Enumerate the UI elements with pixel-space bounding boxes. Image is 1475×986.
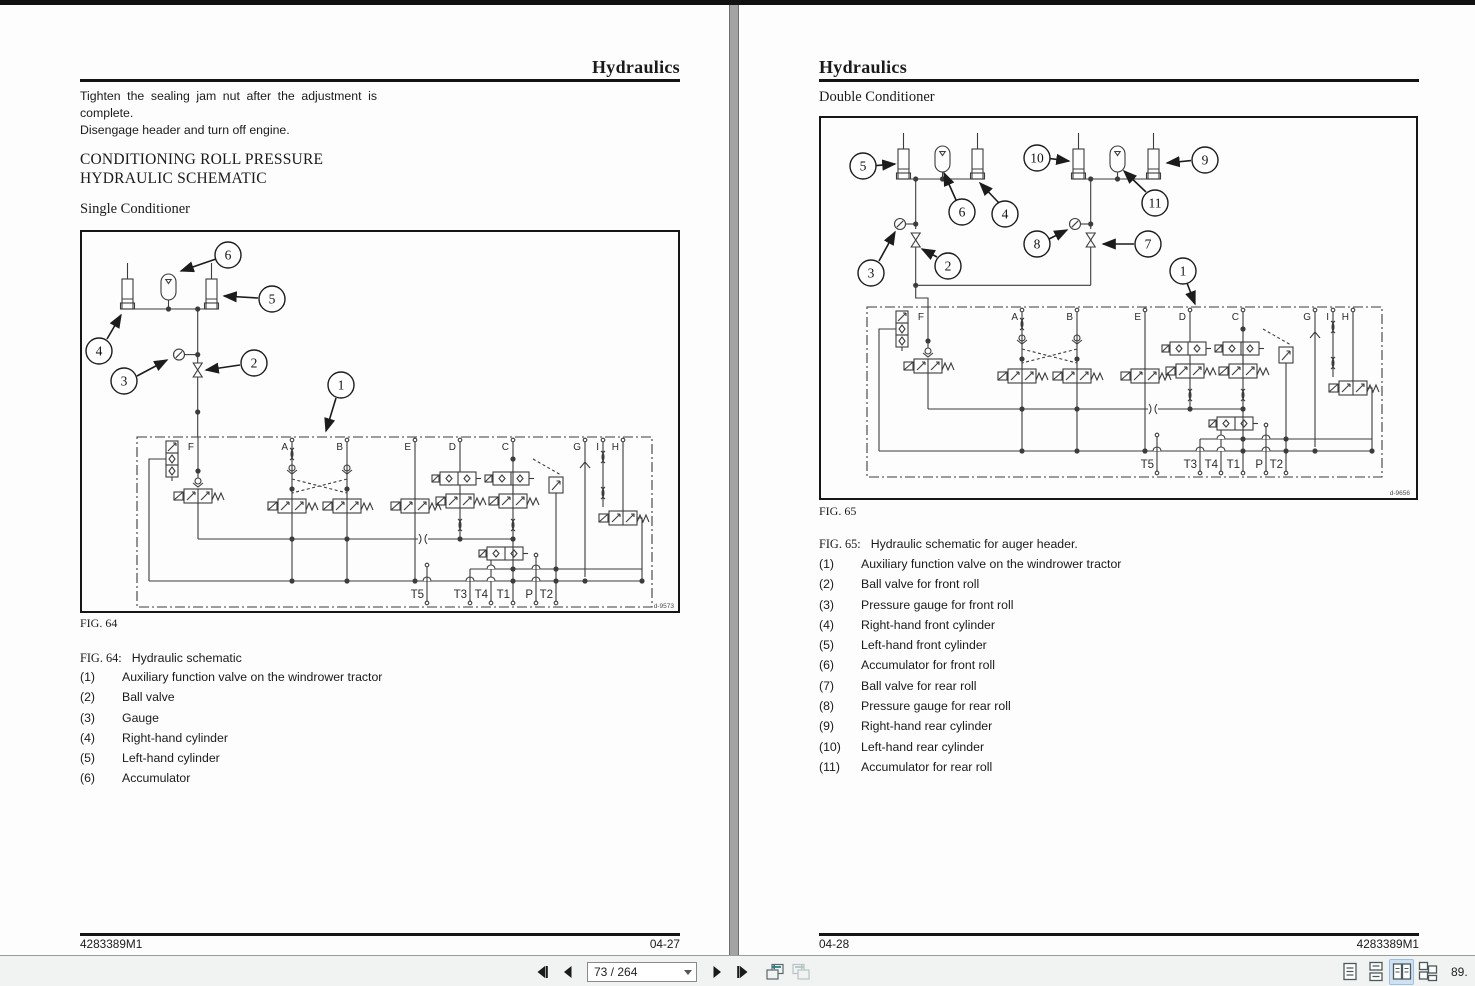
callout-11: [1142, 190, 1168, 216]
callout-8: [1024, 231, 1050, 257]
figure-caption-prefix: FIG. 64:: [80, 651, 122, 665]
svg-text:10: 10: [1030, 150, 1044, 166]
port-labels-bottom: [411, 589, 553, 601]
svg-text:B: B: [1066, 312, 1073, 323]
svg-text:G: G: [573, 442, 581, 453]
callout-1: [328, 372, 354, 398]
body-paragraph: Tighten the sealing jam nut after the adjustment is complete.: [80, 89, 377, 120]
legend-item: (9) Right-hand rear cylinder: [819, 719, 993, 734]
layout-two-page-continuous-button[interactable]: [1415, 959, 1440, 985]
drawing-code: d-9656: [1389, 490, 1410, 497]
svg-text:T5: T5: [410, 589, 424, 601]
first-page-icon: [534, 964, 550, 980]
figure-label: FIG. 65: [819, 504, 857, 518]
svg-text:G: G: [1303, 312, 1311, 323]
viewer-toolbar: [0, 955, 1475, 986]
page-number-input[interactable]: [587, 962, 697, 982]
two-page-view-icon: [1392, 961, 1412, 982]
callout-3: [858, 260, 884, 286]
callout-5: [850, 153, 876, 179]
svg-text:T3: T3: [453, 589, 467, 601]
svg-text:C: C: [1231, 312, 1239, 323]
callout-1: [1170, 258, 1196, 284]
drawing-code: d-9573: [653, 603, 674, 610]
svg-text:D: D: [448, 442, 456, 453]
page-header-title: Hydraulics: [819, 57, 908, 77]
legend-item: (4) Right-hand cylinder: [80, 730, 228, 745]
figure-caption: [819, 537, 1078, 552]
figure-callouts: [850, 145, 1218, 286]
layout-single-page-button[interactable]: [1337, 959, 1362, 985]
zoom-level-display[interactable]: 89.: [1451, 964, 1468, 979]
svg-text:C: C: [501, 442, 509, 453]
svg-text:T5: T5: [1140, 459, 1154, 471]
legend-item: (5) Left-hand cylinder: [80, 751, 220, 766]
next-page-button[interactable]: [706, 961, 727, 982]
legend-item: (2) Ball valve for front roll: [819, 577, 980, 592]
page-navigation-group: [531, 961, 811, 982]
svg-text:D: D: [1178, 312, 1186, 323]
previous-page-button[interactable]: [557, 961, 578, 982]
svg-text:P: P: [525, 589, 533, 601]
callout-2: [935, 253, 961, 279]
svg-text:H: H: [1341, 312, 1349, 323]
callout-6: [949, 199, 975, 225]
page-gap: [729, 5, 739, 955]
footer-page-number: 04-27: [649, 937, 680, 951]
footer-page-number: 04-28: [819, 937, 850, 951]
legend-item: (1) Auxiliary function valve on the windrower tractor: [819, 557, 1122, 571]
figure-caption: [80, 651, 242, 666]
callout-arrows: [107, 259, 336, 431]
svg-text:1: 1: [1179, 263, 1187, 279]
previous-page-icon: [560, 964, 576, 980]
svg-text:I: I: [596, 442, 599, 453]
port-labels-top: [918, 312, 1349, 323]
legend-item: (10) Left-hand rear cylinder: [819, 739, 985, 754]
header-rule: [819, 79, 1419, 82]
svg-text:5: 5: [268, 291, 276, 307]
legend-item: (5) Left-hand front cylinder: [819, 638, 987, 653]
svg-text:3: 3: [867, 265, 875, 281]
svg-text:T4: T4: [474, 589, 488, 601]
figure-caption-prefix: FIG. 65:: [819, 537, 861, 551]
legend-item: (1) Auxiliary function valve on the windrower tractor: [80, 670, 383, 684]
figure-legend: [80, 670, 560, 792]
legend-item: (3) Gauge: [80, 710, 159, 725]
document-page-right: [739, 5, 1475, 955]
next-view-button[interactable]: [790, 961, 811, 982]
legend-item: (6) Accumulator: [80, 771, 191, 786]
svg-text:H: H: [611, 442, 619, 453]
svg-text:B: B: [336, 442, 343, 453]
legend-item: (3) Pressure gauge for front roll: [819, 597, 1014, 612]
first-page-button[interactable]: [531, 961, 552, 982]
last-page-button[interactable]: [732, 961, 753, 982]
last-page-icon: [735, 964, 751, 980]
svg-text:T4: T4: [1204, 459, 1218, 471]
svg-text:P: P: [1255, 459, 1263, 471]
footer-rule: [80, 933, 680, 936]
callout-3: [111, 368, 137, 394]
callout-7: [1135, 231, 1161, 257]
svg-text:I: I: [1326, 312, 1329, 323]
callout-4: [992, 201, 1018, 227]
continuous-scroll-icon: [1367, 961, 1385, 982]
figure-legend: [819, 557, 1339, 780]
svg-text:T2: T2: [539, 589, 553, 601]
next-view-icon: [791, 962, 811, 981]
previous-view-button[interactable]: [764, 961, 785, 982]
body-paragraph: Disengage header and turn off engine.: [80, 123, 290, 137]
document-page-left: [0, 5, 729, 955]
section-heading: [80, 151, 323, 188]
figure-64-box: [80, 230, 680, 613]
svg-text:F: F: [917, 312, 924, 323]
svg-text:6: 6: [958, 204, 966, 220]
subsection-heading: Single Conditioner: [80, 201, 190, 217]
figure-callouts: [86, 242, 354, 398]
next-page-icon: [709, 964, 725, 980]
svg-text:F: F: [187, 442, 194, 453]
footer-rule: [819, 933, 1419, 936]
svg-text:T3: T3: [1183, 459, 1197, 471]
single-page-icon: [1341, 961, 1359, 982]
svg-text:2: 2: [250, 355, 258, 371]
legend-item: (2) Ball valve: [80, 690, 175, 705]
svg-text:4: 4: [1001, 206, 1009, 222]
svg-text:9: 9: [1201, 152, 1209, 168]
port-labels-top: [188, 442, 619, 453]
subsection-heading: Double Conditioner: [819, 89, 935, 105]
layout-two-page-button[interactable]: [1389, 959, 1414, 985]
legend-item: (4) Right-hand front cylinder: [819, 617, 995, 632]
layout-continuous-button[interactable]: [1363, 959, 1388, 985]
svg-text:A: A: [281, 442, 288, 453]
svg-text:E: E: [404, 442, 411, 453]
figure-caption-text: Hydraulic schematic for auger header.: [870, 537, 1078, 551]
svg-text:3: 3: [120, 373, 128, 389]
previous-view-icon: [765, 962, 785, 981]
figure-caption-text: Hydraulic schematic: [131, 651, 242, 665]
page-layout-group: [1336, 958, 1475, 985]
svg-text:T2: T2: [1269, 459, 1283, 471]
svg-text:A: A: [1011, 312, 1018, 323]
two-page-continuous-icon: [1418, 961, 1438, 982]
callout-9: [1192, 147, 1218, 173]
hydraulic-schematic-double-conditioner: [821, 118, 1416, 498]
svg-text:1: 1: [337, 377, 345, 393]
port-labels-bottom: [1141, 459, 1283, 471]
callout-4: [86, 338, 112, 364]
legend-item: (7) Ball valve for rear roll: [819, 678, 977, 693]
figure-label: FIG. 64: [80, 616, 118, 630]
svg-text:T1: T1: [496, 589, 510, 601]
svg-text:E: E: [1134, 312, 1141, 323]
footer-doc-number: 4283389M1: [80, 937, 143, 951]
svg-text:6: 6: [224, 247, 232, 263]
callout-5: [259, 286, 285, 312]
hydraulic-schematic-single-conditioner: [82, 232, 678, 611]
legend-item: (8) Pressure gauge for rear roll: [819, 699, 1011, 714]
svg-text:5: 5: [859, 158, 867, 174]
footer-doc-number: 4283389M1: [1356, 937, 1419, 951]
svg-text:4: 4: [95, 343, 103, 359]
page-number-field: [587, 962, 697, 982]
page-header-title: Hydraulics: [591, 57, 680, 77]
section-heading-line1: CONDITIONING ROLL PRESSURE: [80, 151, 324, 168]
header-rule: [80, 79, 680, 82]
callout-2: [241, 350, 267, 376]
svg-text:8: 8: [1033, 236, 1041, 252]
callout-6: [215, 242, 241, 268]
figure-65-box: [819, 116, 1418, 500]
legend-item: (6) Accumulator for front roll: [819, 658, 995, 673]
callout-10: [1024, 145, 1050, 171]
svg-text:11: 11: [1148, 195, 1162, 211]
svg-text:2: 2: [944, 258, 952, 274]
svg-text:T1: T1: [1226, 459, 1240, 471]
svg-text:7: 7: [1144, 236, 1152, 252]
legend-item: (11) Accumulator for rear roll: [819, 759, 993, 774]
section-heading-line2: HYDRAULIC SCHEMATIC: [80, 169, 267, 187]
